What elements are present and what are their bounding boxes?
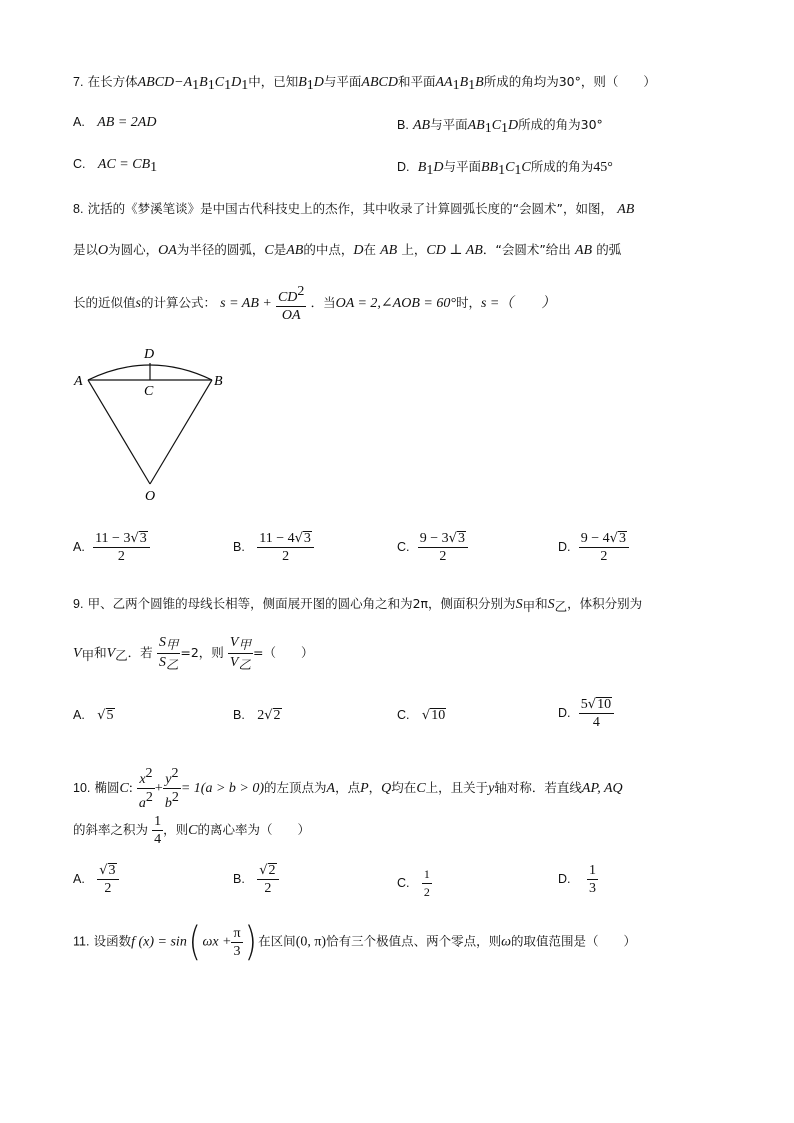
question-number: 9. [73, 597, 84, 611]
option-7b[interactable]: B. AB与平面$AB_1C_1D$所成的角为30° [397, 117, 603, 136]
question-number: 11. [73, 934, 90, 949]
radius-oa [88, 380, 150, 484]
option-7c[interactable]: C. AC = $CB_1$ [73, 157, 158, 175]
option-8c[interactable]: C. $\frac{9 - 3√3}{2}$ [397, 530, 468, 565]
radius-ob [150, 380, 212, 484]
option-10b[interactable]: B. $\frac{√2}{2}$ [233, 862, 279, 897]
option-7a[interactable]: A. AB = 2AD [73, 115, 157, 130]
option-8b[interactable]: B. $\frac{11 - 4√3}{2}$ [233, 530, 314, 565]
question-8-line1: 8. 沈括的《梦溪笔谈》是中国古代科技史上的杰作，其中收录了计算圆弧长度的“会圆术”，如图， AB [73, 201, 635, 217]
question-9-line2: $V_甲$和$V_乙$．若 $\frac{S_甲}{S_乙}$ =2，则 $\frac{V_甲}{V_乙}$ =（ ） [73, 635, 314, 672]
label-a: A [74, 374, 83, 389]
question-9-line1: 9. 甲、乙两个圆锥的母线长相等，侧面展开图的圆心角之和为2π，侧面积分别为$S_甲$和$S_乙$，体积分别为 [73, 596, 643, 614]
question-7-stem: 7. 在长方体$ABCD-A_1B_1C_1D_1$中，已知$B_1D$与平面ABCD和平面$AA_1B_1B$所成的角均为30°，则（ ） [73, 74, 656, 93]
question-number: 7. [73, 75, 84, 89]
question-11-stem: 11. 设函数f (x) = sin( ωx + $\frac{\pi}{3}$ ) 在区间(0, π)恰有三个极值点、两个零点，则ω的取值范围是（ ） [73, 919, 637, 965]
label-d: D [144, 347, 155, 362]
option-9a[interactable]: A. √5 [73, 708, 114, 723]
label-o: O [145, 489, 156, 504]
sector-figure [70, 340, 240, 510]
question-8-line2: 是以O为圆心，OA为半径的圆弧，C是AB的中点，D在 AB 上，CD ⊥ AB．“会圆术”给出 AB 的弧 [73, 242, 622, 258]
question-10-line2: 的斜率之积为 $\frac{1}{4}$ ，则C的离心率为（ ） [73, 814, 311, 847]
option-8a[interactable]: A. $\frac{11 - 3√3}{2}$ [73, 530, 150, 565]
option-8d[interactable]: D. $\frac{9 - 4√3}{2}$ [558, 530, 629, 565]
formula-fraction: $\frac{CD^2}{OA}$ [277, 284, 305, 323]
question-number: 8. [73, 202, 84, 216]
option-7d[interactable]: D. $B_1D$与平面$BB_1C_1C$所成的角为45° [397, 159, 613, 178]
option-9b[interactable]: B. 2√2 [233, 708, 281, 723]
label-c: C [144, 384, 154, 399]
label-b: B [214, 374, 223, 389]
option-9c[interactable]: C. √10 [397, 708, 446, 723]
option-10c[interactable]: C. $\frac{1}{2}$ [397, 867, 430, 899]
question-number: 10. [73, 781, 91, 795]
question-8-line3: 长的近似值s的计算公式： s = AB + $\frac{CD^2}{OA}$ ．当OA = 2,∠AOB = 60°时，s =（ ） [73, 284, 556, 323]
question-10-line1: 10. 椭圆C: $\frac{x^2}{a^2}$ + $\frac{y^2}{b^2}$ = 1(a > b > 0)的左顶点为A，点P，Q均在C上，且关于y轴对称．若直线AP, AQ [73, 766, 623, 811]
option-10a[interactable]: A. $\frac{√3}{2}$ [73, 862, 119, 897]
option-10d[interactable]: D. $\frac{1}{3}$ [558, 863, 597, 896]
option-9d[interactable]: D. $\frac{5√10}{4}$ [558, 696, 614, 731]
